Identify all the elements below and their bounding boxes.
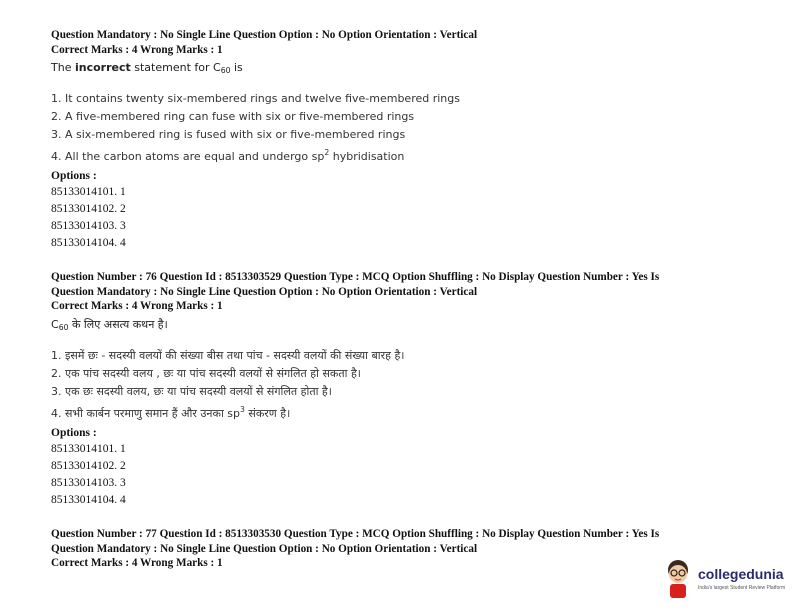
marks-line: Correct Marks : 4 Wrong Marks : 1 xyxy=(51,557,223,570)
choice-1: 1. It contains twenty six-membered rings and twelve five-membered rings xyxy=(51,92,460,106)
options-label: Options : xyxy=(51,426,97,439)
logo-wordmark: collegedunia xyxy=(698,566,784,582)
option-id: 85133014102. 2 xyxy=(51,459,126,472)
question-meta-line: Question Mandatory : No Single Line Question Option : No Option Orientation : Vertical xyxy=(51,29,478,41)
question-header-line: Question Number : 76 Question Id : 8513303529 Question Type : MCQ Option Shuffling : No Display Question Number : Yes Is xyxy=(51,271,660,284)
mascot-icon xyxy=(660,556,696,602)
choice-2: 2. एक पांच सदस्यी वलय , छः या पांच सदस्यी वलयों से संगलित हो सकता है। xyxy=(51,366,361,380)
option-id: 85133014101. 1 xyxy=(51,186,126,199)
question-meta-line: Question Mandatory : No Single Line Question Option : No Option Orientation : Vertical xyxy=(51,542,478,555)
stem-bold-text: incorrect xyxy=(74,61,131,75)
stem-text: के लिए असत्य कथन है। xyxy=(68,317,168,331)
option-id: 85133014101. 1 xyxy=(51,442,126,455)
question-header-line: Question Number : 77 Question Id : 8513303530 Question Type : MCQ Option Shuffling : No Display Question Number : Yes Is xyxy=(51,527,660,540)
choice-text: hybridisation xyxy=(329,150,405,164)
choice-2: 2. A five-membered ring can fuse with six or five-membered rings xyxy=(51,110,415,124)
option-id: 85133014103. 3 xyxy=(51,220,126,233)
option-id: 85133014104. 4 xyxy=(51,493,126,506)
choice-4 xyxy=(51,144,772,166)
superscript: 2 xyxy=(324,148,330,158)
stem-text: is xyxy=(230,61,243,75)
stem-text: The xyxy=(51,61,75,75)
answer-choices xyxy=(51,347,772,423)
subscript: 60 xyxy=(58,322,69,332)
collegedunia-logo xyxy=(660,556,788,604)
question-paper xyxy=(51,28,772,589)
choice-1: 1. इसमें छः - सदस्यी वलयों की संख्या बीस तथा पांच - सदस्यी वलयों की संख्या बारह है। xyxy=(51,348,405,362)
options-label: Options : xyxy=(51,170,97,183)
choice-3: 3. एक छः सदस्यी वलय, छः या पांच सदस्यी वलयों से संगलित होता है। xyxy=(51,384,332,398)
choice-3: 3. A six-membered ring is fused with six or five-membered rings xyxy=(51,128,406,142)
choice-4 xyxy=(51,401,772,423)
question-stem xyxy=(51,317,772,335)
superscript: 3 xyxy=(240,404,245,414)
stem-text: C xyxy=(51,317,59,331)
choice-text: संकरण है। xyxy=(244,406,291,420)
question-76 xyxy=(51,270,772,509)
question-meta-line: Question Mandatory : No Single Line Question Option : No Option Orientation : Vertical xyxy=(51,285,478,298)
choice-text: 4. All the carbon atoms are equal and undergo sp xyxy=(51,150,325,164)
stem-text: statement for C xyxy=(130,61,221,75)
option-id: 85133014103. 3 xyxy=(51,476,126,489)
logo-tagline: India's largest Student Review Platform xyxy=(698,585,786,591)
option-id: 85133014104. 4 xyxy=(51,237,126,250)
question-75 xyxy=(51,28,772,252)
subscript: 60 xyxy=(220,66,231,76)
marks-line: Correct Marks : 4 Wrong Marks : 1 xyxy=(51,43,223,56)
question-stem xyxy=(51,60,772,78)
option-id: 85133014102. 2 xyxy=(51,203,126,216)
choice-text: 4. सभी कार्बन परमाणु समान हैं और उनका sp xyxy=(51,406,240,420)
marks-line: Correct Marks : 4 Wrong Marks : 1 xyxy=(51,300,223,313)
answer-choices xyxy=(51,90,772,166)
